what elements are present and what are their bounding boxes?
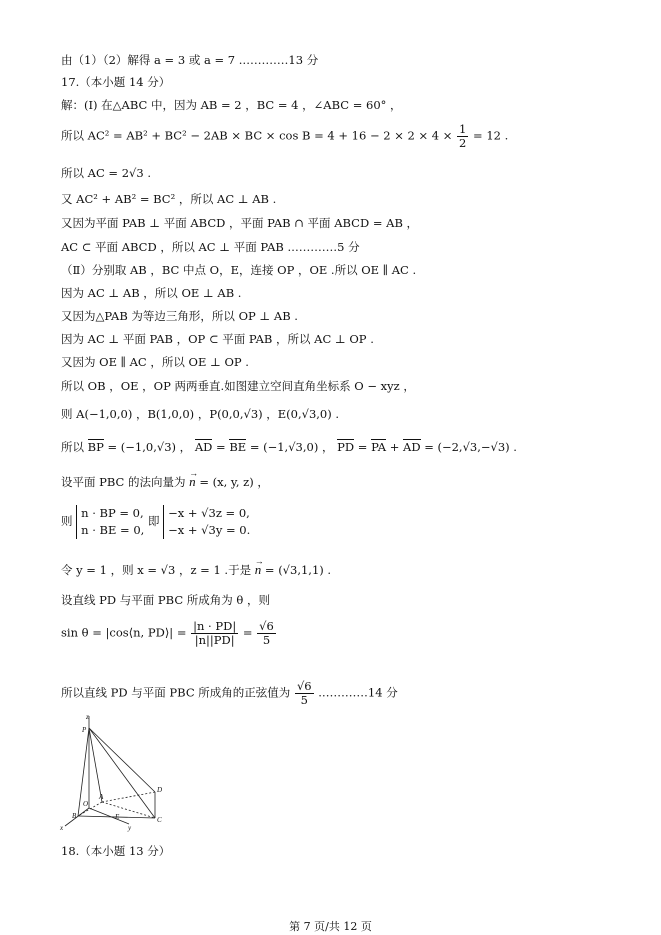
label-x: x	[60, 824, 64, 832]
fraction-denominator: 2	[459, 136, 467, 150]
problem-17-heading: 17.（本小题 14 分）	[61, 75, 171, 89]
text-line-7: 又因为平面 PAB ⊥ 平面 ABCD ，平面 PAB ∩ 平面 ABCD = AB ，	[61, 216, 419, 230]
system-ji: 即	[147, 514, 160, 528]
system-right-row-1: −x + √3z = 0,	[168, 506, 250, 520]
text-line-4	[61, 123, 508, 150]
answer-numerator: √6	[296, 679, 312, 693]
vector-bp: BP	[87, 440, 104, 454]
text-line-13: 又因为 OE ∥ AC ，所以 OE ⊥ OP .	[61, 355, 249, 369]
vector-ad: AD	[194, 440, 213, 454]
text-line-12: 因为 AC ⊥ 平面 PAB ，OP ⊂ 平面 PAB ，所以 AC ⊥ OP .	[61, 332, 374, 346]
text-line-20: 设直线 PD 与平面 PBC 所成角为 θ ，则	[61, 593, 271, 607]
sine-prefix: sin θ = |cos⟨n, PD⟩| =	[61, 625, 187, 640]
fraction-half	[457, 123, 468, 150]
text-line-15: 则 A(−1,0,0) ，B(1,0,0) ，P(0,0,√3) ，E(0,√3,0) .	[61, 407, 340, 421]
sine-result-fraction	[257, 620, 276, 647]
answer-denominator: 5	[300, 693, 308, 707]
system-right	[163, 505, 250, 539]
equation-system	[61, 505, 250, 539]
sine-formula	[61, 620, 277, 647]
vector-be: BE	[229, 440, 247, 454]
label-p: P	[82, 726, 87, 734]
page-footer: 第 7 页/共 12 页	[289, 920, 372, 933]
text-line-19	[61, 562, 331, 578]
equals-sign-2: =	[357, 440, 368, 454]
text-line-11: 又因为△PAB 为等边三角形，所以 OP ⊥ AB .	[61, 309, 298, 323]
text-line-9: （Ⅱ）分别取 AB ，BC 中点 O，E，连接 OP ，OE .所以 OE ∥ AC .	[61, 263, 417, 277]
label-z: z	[86, 713, 89, 721]
equals-sign: =	[216, 440, 226, 454]
label-a: A	[99, 793, 104, 801]
vector-be-value: = (−1,√3,0) ，	[249, 440, 334, 454]
normal-vector-n: → n	[189, 474, 196, 490]
fraction-numerator: 1	[459, 122, 467, 136]
text-line-8: AC ⊂ 平面 ABCD ，所以 AC ⊥ 平面 PAB .…………5 分	[61, 240, 360, 254]
line4-main: 所以 AC² = AB² + BC² − 2AB × BC × cos B = 4 + 16 − 2 × 2 × 4 ×	[61, 128, 453, 143]
text-line-22	[61, 680, 398, 707]
line19-prefix: 令 y = 1 ，则 x = √3 ，z = 1 .于是	[61, 563, 252, 577]
sine-equals: =	[242, 625, 253, 640]
label-o: O	[83, 800, 89, 808]
system-left-row-2: n · BE = 0,	[81, 523, 145, 537]
line22-prefix: 所以直线 PD 与平面 PBC 所成角的正弦值为	[61, 685, 291, 700]
line4-tail: = 12 .	[473, 128, 509, 143]
text-line-16	[61, 439, 517, 455]
sine-fraction-numerator: |n · PD|	[193, 619, 237, 633]
edge-pc	[89, 728, 155, 818]
vector-bp-value: = (−1,0,√3) ，	[107, 440, 192, 454]
line16-prefix: 所以	[61, 440, 84, 454]
line17-prefix: 设平面 PBC 的法向量为	[61, 475, 186, 489]
label-d: D	[157, 786, 163, 794]
normal-vector-value: = (x, y, z) ，	[199, 475, 269, 489]
label-y: y	[128, 824, 132, 832]
sine-result-numerator: √6	[259, 619, 274, 633]
x-axis	[65, 808, 89, 826]
vector-pd-value: = (−2,√3,−√3) .	[424, 440, 517, 454]
edge-ad	[102, 792, 155, 802]
y-axis	[89, 808, 129, 824]
vector-pa: PA	[371, 440, 387, 454]
normal-vector-n-2: → n	[255, 562, 262, 578]
text-line-10: 因为 AC ⊥ AB ，所以 OE ⊥ AB .	[61, 286, 242, 300]
normal-vector-result: = (√3,1,1) .	[264, 563, 332, 577]
line22-score: .…………14 分	[318, 685, 398, 700]
plus-sign: +	[389, 440, 400, 454]
sine-fraction-denominator: |n||PD|	[194, 633, 235, 647]
system-left-row-1: n · BP = 0,	[81, 506, 144, 520]
label-c: C	[157, 816, 162, 824]
system-right-row-2: −x + √3y = 0.	[168, 523, 251, 537]
answer-fraction	[295, 680, 314, 707]
vector-ad-2: AD	[403, 440, 421, 454]
text-line-5: 所以 AC = 2√3 .	[61, 166, 151, 180]
edge-ac	[102, 802, 155, 818]
sine-fraction	[191, 620, 238, 647]
text-line-1: 由（1）（2）解得 a = 3 或 a = 7 .…………13 分	[61, 53, 319, 67]
label-b: B	[72, 812, 77, 820]
vector-pd: PD	[337, 440, 355, 454]
system-prefix: 则	[61, 514, 73, 528]
pyramid-figure	[55, 712, 175, 837]
text-line-14: 所以 OB ，OE ，OP 两两垂直.如图建立空间直角坐标系 O − xyz ，	[61, 379, 415, 393]
text-line-6: 又 AC² + AB² = BC² ，所以 AC ⊥ AB .	[61, 192, 277, 206]
system-left	[76, 505, 144, 539]
text-line-3: 解：(Ⅰ) 在△ABC 中，因为 AB = 2 ，BC = 4 ，∠ABC = 60° ，	[61, 98, 402, 112]
label-e: E	[115, 813, 120, 821]
sine-result-denominator: 5	[262, 633, 271, 647]
text-line-17	[61, 474, 269, 490]
problem-18-heading: 18.（本小题 13 分）	[61, 844, 171, 858]
